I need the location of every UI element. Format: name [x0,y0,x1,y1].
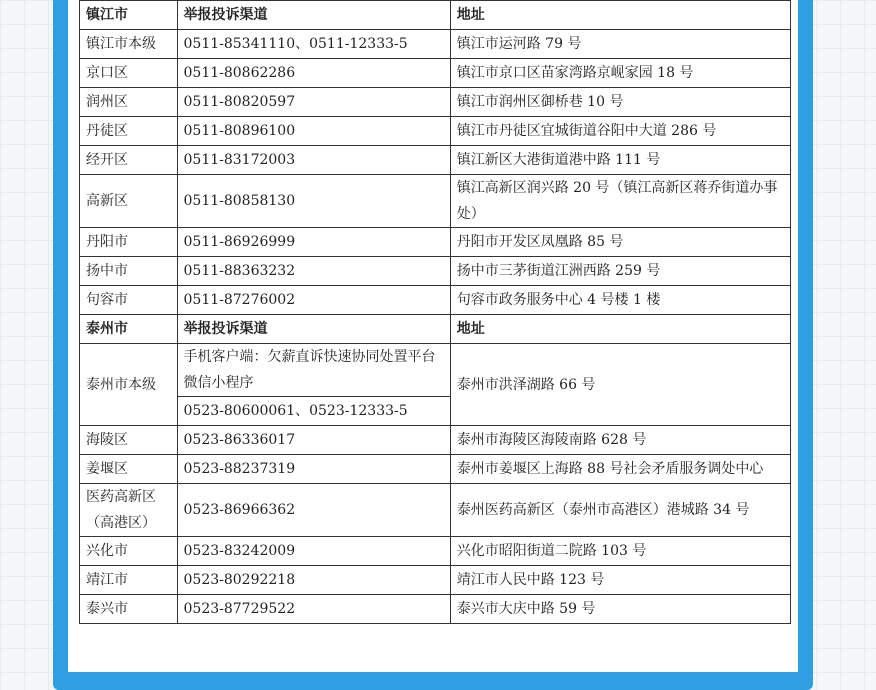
area-cell: 兴化市 [80,537,178,566]
phone-cell: 0511-87276002 [177,286,450,315]
table-row [80,146,791,175]
phone-cell: 0511-83172003 [177,146,450,175]
area-cell: 海陵区 [80,426,178,455]
address-cell: 句容市政务服务中心 4 号楼 1 楼 [450,286,790,315]
area-cell: 扬中市 [80,257,178,286]
header-city: 镇江市 [80,1,178,30]
address-cell: 镇江市运河路 79 号 [450,30,790,59]
area-cell: 经开区 [80,146,178,175]
area-cell: 镇江市本级 [80,30,178,59]
zhenjiang-header-row [80,1,791,30]
area-cell: 姜堰区 [80,455,178,484]
table-row [80,566,791,595]
phone-cell: 0511-80820597 [177,88,450,117]
header-channel: 举报投诉渠道 [177,1,450,30]
phone-cell: 0523-88237319 [177,455,450,484]
phone-cell: 0511-80862286 [177,59,450,88]
address-cell: 镇江市京口区苗家湾路京岘家园 18 号 [450,59,790,88]
phone-cell: 0511-86926999 [177,228,450,257]
table-row [80,286,791,315]
table-row [80,30,791,59]
complaint-channel-table [79,0,791,624]
address-cell: 镇江高新区润兴路 20 号（镇江高新区蒋乔街道办事处） [450,175,790,228]
table-row [80,175,791,228]
phone-cell: 0511-88363232 [177,257,450,286]
table-row [80,117,791,146]
phone-cell: 0523-80292218 [177,566,450,595]
app-channel-cell: 手机客户端：欠薪直诉快速协同处置平台微信小程序 [177,344,450,397]
table-row [80,257,791,286]
phone-cell: 0523-86966362 [177,484,450,537]
header-city: 泰州市 [80,315,178,344]
table-row [80,595,791,624]
area-cell: 医药高新区（高港区） [80,484,178,537]
address-cell: 兴化市昭阳街道二院路 103 号 [450,537,790,566]
taizhou-header-row [80,315,791,344]
area-cell: 句容市 [80,286,178,315]
area-cell: 泰州市本级 [80,344,178,426]
address-cell: 泰州市海陵区海陵南路 628 号 [450,426,790,455]
phone-cell: 0523-87729522 [177,595,450,624]
header-address: 地址 [450,315,790,344]
area-cell: 泰兴市 [80,595,178,624]
area-cell: 京口区 [80,59,178,88]
address-cell: 泰州医药高新区（泰州市高港区）港城路 34 号 [450,484,790,537]
area-cell: 丹徒区 [80,117,178,146]
address-cell: 泰州市洪泽湖路 66 号 [450,344,790,426]
table-row [80,59,791,88]
phone-cell: 0523-83242009 [177,537,450,566]
phone-cell: 0511-80858130 [177,175,450,228]
header-address: 地址 [450,1,790,30]
address-cell: 丹阳市开发区凤凰路 85 号 [450,228,790,257]
table-row [80,228,791,257]
area-cell: 丹阳市 [80,228,178,257]
address-cell: 靖江市人民中路 123 号 [450,566,790,595]
table-row [80,426,791,455]
area-cell: 靖江市 [80,566,178,595]
address-cell: 扬中市三茅街道江洲西路 259 号 [450,257,790,286]
table-row [80,88,791,117]
phone-cell: 0523-86336017 [177,426,450,455]
table-row [80,455,791,484]
address-cell: 泰兴市大庆中路 59 号 [450,595,790,624]
header-channel: 举报投诉渠道 [177,315,450,344]
phone-cell: 0511-85341110、0511-12333-5 [177,30,450,59]
phone-cell: 0523-80600061、0523-12333-5 [177,397,450,426]
address-cell: 泰州市姜堰区上海路 88 号社会矛盾服务调处中心 [450,455,790,484]
address-cell: 镇江市润州区御桥巷 10 号 [450,88,790,117]
table-row [80,537,791,566]
table-row [80,344,791,397]
address-cell: 镇江新区大港街道港中路 111 号 [450,146,790,175]
phone-cell: 0511-80896100 [177,117,450,146]
table-row [80,484,791,537]
area-cell: 高新区 [80,175,178,228]
area-cell: 润州区 [80,88,178,117]
address-cell: 镇江市丹徒区宜城街道谷阳中大道 286 号 [450,117,790,146]
